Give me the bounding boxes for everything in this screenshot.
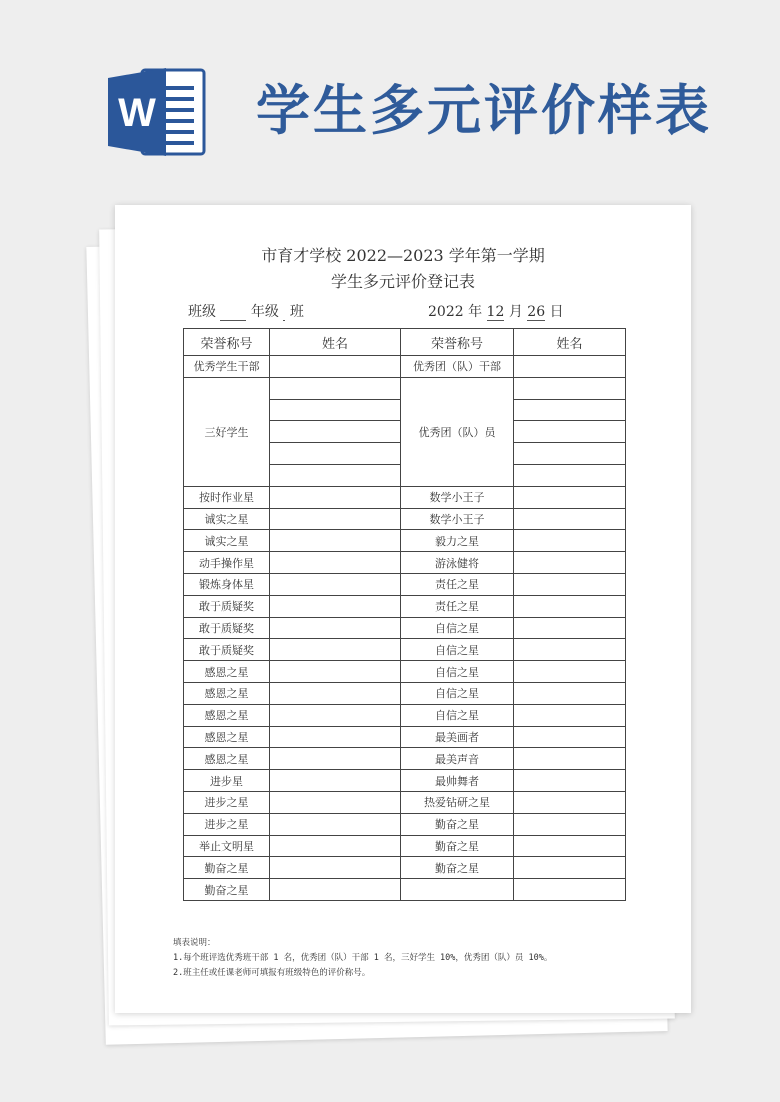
honor-cell: 最帅舞者	[401, 770, 514, 792]
honor-cell: 自信之星	[401, 639, 514, 661]
date-info	[428, 301, 564, 321]
class-info	[188, 301, 304, 321]
table-row	[184, 530, 626, 552]
honor-cell: 诚实之星	[184, 530, 270, 552]
honor-cell: 举止文明星	[184, 835, 270, 857]
name-cell	[514, 617, 626, 639]
honor-cell: 诚实之星	[184, 508, 270, 530]
name-cell	[514, 464, 626, 486]
honor-cell: 自信之星	[401, 682, 514, 704]
name-cell	[270, 813, 401, 835]
word-icon	[108, 66, 208, 158]
name-cell	[270, 835, 401, 857]
table-row	[184, 639, 626, 661]
honor-cell: 感恩之星	[184, 704, 270, 726]
name-cell	[514, 682, 626, 704]
honor-cell: 优秀学生干部	[184, 356, 270, 378]
name-cell	[270, 508, 401, 530]
table-row	[184, 879, 626, 901]
date-year: 2022	[428, 304, 464, 320]
svg-text:W: W	[118, 91, 156, 135]
date-day-label: 日	[549, 304, 564, 320]
class-blank	[283, 304, 285, 321]
honor-cell: 自信之星	[401, 617, 514, 639]
honor-cell: 数学小王子	[401, 508, 514, 530]
name-cell	[270, 617, 401, 639]
name-cell	[514, 399, 626, 421]
honor-cell: 进步之星	[184, 813, 270, 835]
document-title-line1: 市育才学校 2022—2023 学年第一学期	[261, 246, 545, 265]
date-month-label: 月	[508, 304, 523, 320]
notes-heading: 填表说明：	[173, 938, 216, 948]
table-row	[184, 356, 626, 378]
date-month: 12	[486, 304, 505, 320]
honor-cell: 勤奋之星	[401, 813, 514, 835]
honor-cell	[401, 879, 514, 901]
name-cell	[514, 704, 626, 726]
name-cell	[514, 661, 626, 683]
honor-cell: 勤奋之星	[401, 857, 514, 879]
name-cell	[270, 770, 401, 792]
name-cell	[514, 726, 626, 748]
honor-cell: 责任之星	[401, 573, 514, 595]
name-cell	[514, 421, 626, 443]
name-cell	[270, 377, 401, 399]
grade-blank	[220, 304, 246, 321]
honor-cell: 敢于质疑奖	[184, 595, 270, 617]
banner-title: 学生多元评价样表	[256, 79, 712, 142]
name-cell	[514, 879, 626, 901]
table-row	[184, 508, 626, 530]
honor-cell: 勤奋之星	[184, 857, 270, 879]
honor-cell: 进步之星	[184, 791, 270, 813]
honor-cell: 感恩之星	[184, 748, 270, 770]
name-cell	[270, 573, 401, 595]
name-cell	[514, 639, 626, 661]
table-row	[184, 748, 626, 770]
honor-cell: 敢于质疑奖	[184, 617, 270, 639]
fill-instructions	[173, 936, 552, 981]
name-cell	[270, 356, 401, 378]
name-cell	[514, 530, 626, 552]
table-row	[184, 704, 626, 726]
honor-cell: 毅力之星	[401, 530, 514, 552]
honor-cell: 数学小王子	[401, 486, 514, 508]
grade-label: 年级	[250, 304, 279, 320]
notes-line1: 1.每个班评选优秀班干部 1 名，优秀团（队）干部 1 名，三好学生 10%，优秀团（队）员 10%。	[173, 953, 553, 963]
table-row	[184, 617, 626, 639]
honor-cell: 最美声音	[401, 748, 514, 770]
name-cell	[270, 399, 401, 421]
registration-table	[183, 328, 626, 901]
class-suffix: 班	[289, 304, 304, 320]
honor-group-cell: 三好学生	[184, 377, 270, 486]
table-row	[184, 595, 626, 617]
name-cell	[514, 573, 626, 595]
name-cell	[514, 356, 626, 378]
date-year-label: 年	[468, 304, 483, 320]
table-row	[184, 857, 626, 879]
honor-cell: 自信之星	[401, 704, 514, 726]
honor-group-cell: 优秀团（队）员	[401, 377, 514, 486]
name-cell	[270, 879, 401, 901]
name-cell	[270, 552, 401, 574]
table-row	[184, 661, 626, 683]
name-cell	[270, 748, 401, 770]
name-cell	[270, 682, 401, 704]
name-cell	[270, 595, 401, 617]
honor-cell: 自信之星	[401, 661, 514, 683]
name-cell	[514, 486, 626, 508]
name-cell	[514, 813, 626, 835]
honor-cell: 感恩之星	[184, 726, 270, 748]
name-cell	[270, 486, 401, 508]
honor-cell: 感恩之星	[184, 661, 270, 683]
name-cell	[270, 704, 401, 726]
honor-cell: 按时作业星	[184, 486, 270, 508]
honor-cell: 优秀团（队）干部	[401, 356, 514, 378]
honor-cell: 锻炼身体星	[184, 573, 270, 595]
header-honor-left: 荣誉称号	[184, 329, 270, 356]
table-row	[184, 573, 626, 595]
header-name-left: 姓名	[270, 329, 401, 356]
table-row	[184, 726, 626, 748]
name-cell	[514, 595, 626, 617]
header-honor-right: 荣誉称号	[401, 329, 514, 356]
table-row	[184, 682, 626, 704]
table-row	[184, 813, 626, 835]
document-title-line2: 学生多元评价登记表	[330, 272, 475, 291]
table-row	[184, 552, 626, 574]
honor-cell: 最美画者	[401, 726, 514, 748]
name-cell	[270, 530, 401, 552]
name-cell	[270, 639, 401, 661]
date-day: 26	[527, 304, 546, 320]
name-cell	[514, 508, 626, 530]
table-row	[184, 377, 626, 399]
name-cell	[514, 791, 626, 813]
honor-cell: 热爱钻研之星	[401, 791, 514, 813]
name-cell	[270, 443, 401, 465]
table-header-row	[184, 329, 626, 356]
honor-cell: 进步星	[184, 770, 270, 792]
honor-cell: 感恩之星	[184, 682, 270, 704]
name-cell	[270, 857, 401, 879]
name-cell	[514, 443, 626, 465]
honor-cell: 勤奋之星	[401, 835, 514, 857]
name-cell	[514, 377, 626, 399]
notes-line2: 2.班主任或任课老师可填报有班级特色的评价称号。	[173, 968, 371, 978]
honor-cell: 责任之星	[401, 595, 514, 617]
class-label: 班级	[188, 304, 216, 320]
name-cell	[514, 748, 626, 770]
table-row	[184, 791, 626, 813]
honor-cell: 游泳健将	[401, 552, 514, 574]
name-cell	[270, 421, 401, 443]
header-name-right: 姓名	[514, 329, 626, 356]
name-cell	[514, 770, 626, 792]
honor-cell: 勤奋之星	[184, 879, 270, 901]
name-cell	[514, 552, 626, 574]
honor-cell: 动手操作星	[184, 552, 270, 574]
document-page	[115, 205, 691, 1013]
honor-cell: 敢于质疑奖	[184, 639, 270, 661]
name-cell	[270, 791, 401, 813]
name-cell	[514, 857, 626, 879]
name-cell	[270, 464, 401, 486]
table-row	[184, 835, 626, 857]
table-row	[184, 770, 626, 792]
table-row	[184, 486, 626, 508]
name-cell	[270, 726, 401, 748]
name-cell	[514, 835, 626, 857]
name-cell	[270, 661, 401, 683]
